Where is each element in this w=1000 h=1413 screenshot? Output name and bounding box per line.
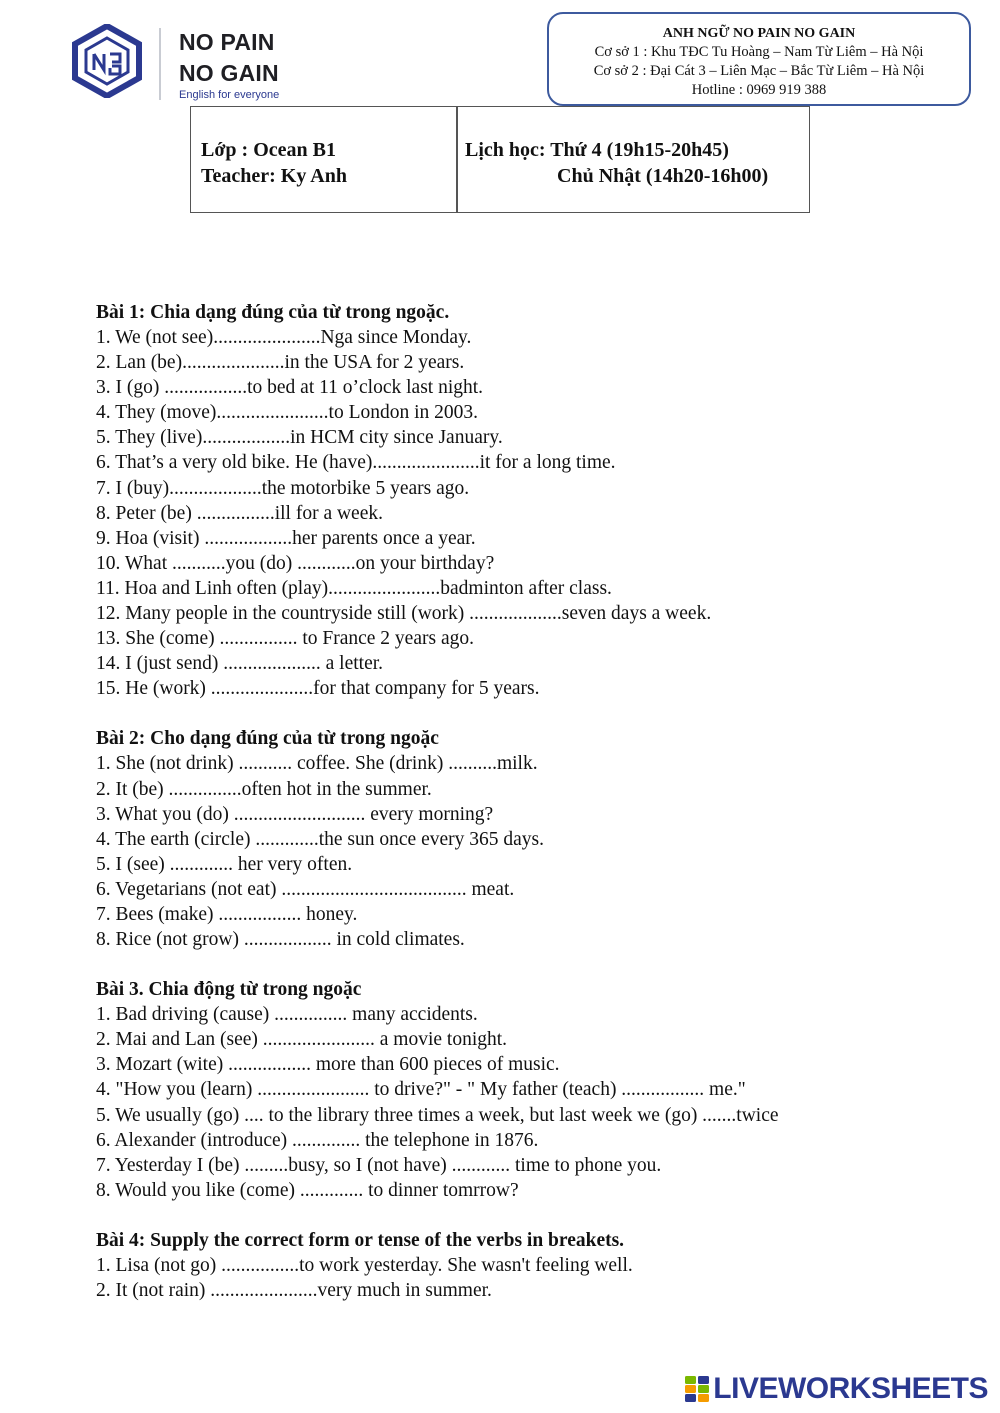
exercise-item: 4. "How you (learn) ....................... to drive?" - " My father (teach) ................. me." [96, 1079, 746, 1101]
exercise-item: 8. Peter (be) ................ill for a week. [96, 502, 383, 524]
exercise-item: 8. Rice (not grow) .................. in cold climates. [96, 929, 465, 951]
exercise-item: 1. Bad driving (cause) ............... many accidents. [96, 1004, 478, 1026]
exercise-item: 4. The earth (circle) .............the sun once every 365 days. [96, 828, 544, 850]
exercise-title: Bài 1: Chia dạng đúng của từ trong ngoặc. [96, 302, 450, 323]
npng-logo-icon [72, 24, 142, 98]
teacher-label: Teacher [201, 165, 270, 187]
exercise-item: 5. I (see) ............. her very often. [96, 853, 353, 875]
logo-divider [159, 28, 161, 100]
exercise-item: 7. I (buy)...................the motorbike 5 years ago. [96, 477, 470, 499]
exercise-item: 3. I (go) .................to bed at 11 o’clock last night. [96, 377, 484, 399]
exercise-3 [96, 977, 956, 1203]
hotline: Hotline : 0969 919 388 [691, 82, 827, 98]
exercise-item: 5. We usually (go) .... to the library three times a week, but last week we (go) .......twice [96, 1104, 779, 1126]
class-teacher-cell [201, 137, 347, 189]
class-label: Lớp : Ocean B1 [201, 139, 336, 161]
exercise-title: Bài 4: Supply the correct form or tense of the verbs in breakets. [96, 1229, 625, 1251]
teacher-value: : Ky Anh [269, 165, 347, 187]
brand-block [179, 27, 279, 101]
exercise-item: 2. It (not rain) ......................very much in summer. [96, 1280, 492, 1301]
exercise-item: 8. Would you like (come) ............. to dinner tomrrow? [96, 1179, 519, 1201]
worksheet-content [96, 300, 956, 1328]
brand-line1: NO PAIN [179, 29, 275, 55]
exercise-item: 7. Yesterday I (be) .........busy, so I (not have) ............ time to phone you. [96, 1154, 662, 1176]
exercise-item: 2. Mai and Lan (see) ....................... a movie tonight. [96, 1029, 508, 1051]
class-info-table [190, 106, 810, 213]
schedule-line-1: Lịch học: Thứ 4 (19h15-20h45) [465, 139, 729, 161]
exercise-item: 5. They (live)..................in HCM city since January. [96, 427, 503, 449]
campus-2: Cơ sở 2 : Đại Cát 3 – Liên Mạc – Bắc Từ Liêm – Hà Nội [593, 63, 925, 79]
class-table-divider [456, 107, 458, 212]
schedule-cell [465, 137, 768, 189]
exercise-item: 3. What you (do) ........................... every morning? [96, 803, 494, 825]
exercise-item: 7. Bees (make) ................. honey. [96, 903, 358, 925]
exercise-item: 11. Hoa and Linh often (play).......................badminton after class. [96, 577, 612, 599]
exercise-item: 6. Vegetarians (not eat) ...................................... meat. [96, 878, 515, 900]
exercise-item: 9. Hoa (visit) ..................her parents once a year. [96, 527, 476, 549]
exercise-item: 15. He (work) .....................for that company for 5 years. [96, 678, 540, 700]
exercise-item: 6. Alexander (introduce) .............. the telephone in 1876. [96, 1129, 539, 1151]
liveworksheets-icon [685, 1376, 709, 1402]
school-info-box [547, 12, 971, 106]
brand-tagline: English for everyone [179, 89, 280, 101]
exercise-2 [96, 726, 956, 952]
exercise-title: Bài 2: Cho dạng đúng của từ trong ngoặc [96, 728, 439, 750]
exercise-item: 4. They (move).......................to London in 2003. [96, 402, 479, 424]
brand-line2: NO GAIN [179, 60, 279, 86]
teacher-line [201, 163, 347, 189]
exercise-title: Bài 3. Chia động từ trong ngoặc [96, 979, 362, 1001]
exercise-item: 12. Many people in the countryside still (work) ...................seven days a week. [96, 603, 712, 625]
liveworksheets-text: LIVEWORKSHEETS [713, 1372, 988, 1405]
schedule-line-2: Chủ Nhật (14h20-16h00) [557, 165, 769, 187]
exercise-item: 1. We (not see)......................Nga since Monday. [96, 327, 472, 348]
exercise-item: 1. Lisa (not go) ................to work yesterday. She wasn't feeling well. [96, 1254, 633, 1276]
exercise-item: 1. She (not drink) ........... coffee. She (drink) ..........milk. [96, 753, 538, 775]
exercise-4 [96, 1228, 956, 1303]
campus-1: Cơ sở 1 : Khu TĐC Tu Hoàng – Nam Từ Liêm – Hà Nội [594, 44, 924, 60]
exercise-item: 10. What ...........you (do) ............on your birthday? [96, 552, 495, 574]
exercise-item: 14. I (just send) .................... a letter. [96, 653, 384, 675]
exercise-item: 3. Mozart (wite) ................. more than 600 pieces of music. [96, 1054, 560, 1076]
exercise-item: 2. Lan (be).....................in the USA for 2 years. [96, 352, 465, 374]
exercise-1 [96, 300, 956, 701]
exercise-item: 13. She (come) ................ to France 2 years ago. [96, 628, 474, 650]
school-name: ANH NGỮ NO PAIN NO GAIN [662, 26, 856, 41]
exercise-item: 2. It (be) ...............often hot in the summer. [96, 778, 432, 800]
liveworksheets-logo [685, 1372, 988, 1406]
exercise-item: 6. That’s a very old bike. He (have)......................it for a long time. [96, 452, 616, 474]
